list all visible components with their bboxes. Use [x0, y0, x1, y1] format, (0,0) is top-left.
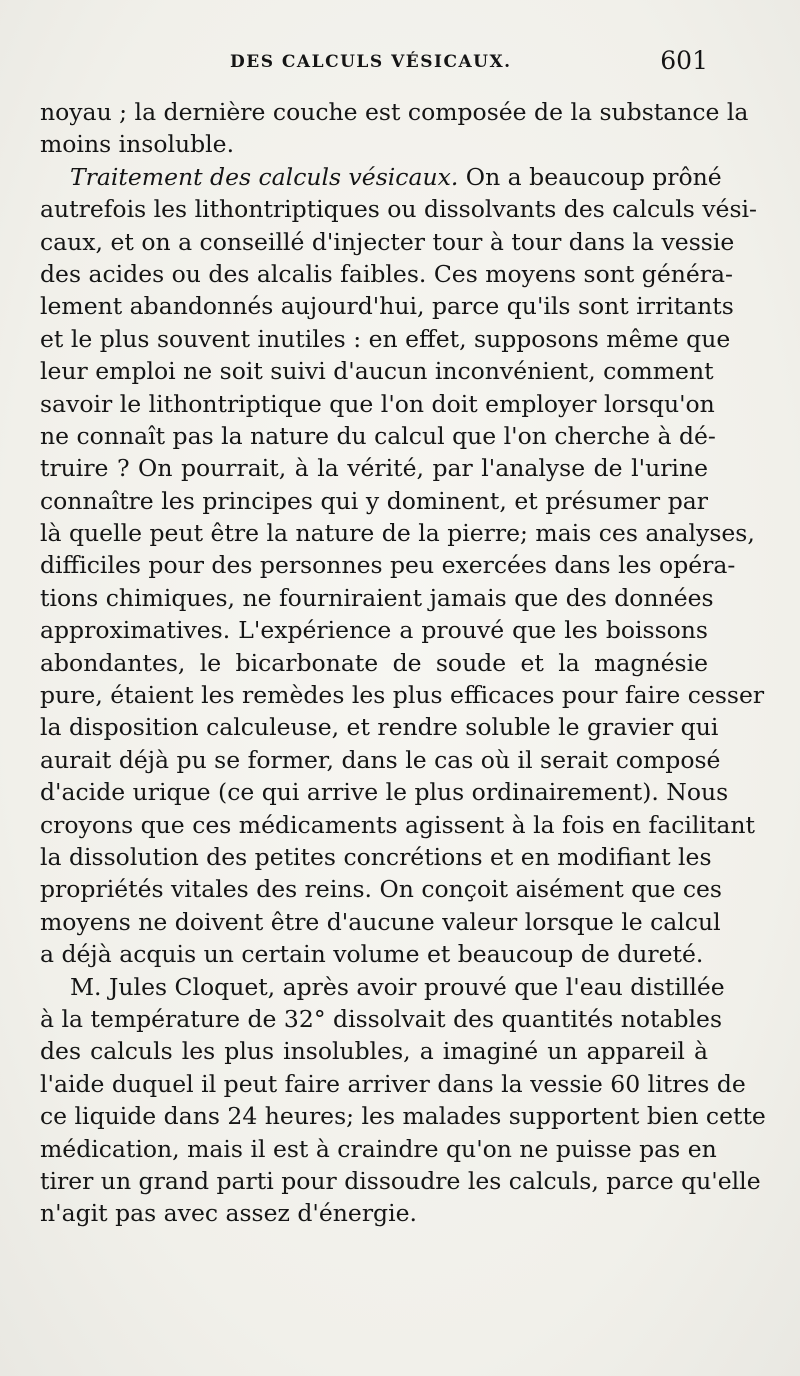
- text-line: des calculs les plus insolubles, a imaginé un appareil à: [40, 1037, 708, 1066]
- text-line: lement abandonnés aujourd'hui, parce qu'ils sont irritants: [40, 292, 734, 321]
- text-line: n'agit pas avec assez d'énergie.: [40, 1199, 417, 1228]
- text-line: connaître les principes qui y dominent, et présumer par: [40, 486, 708, 515]
- text-line: truire ? On pourrait, à la vérité, par l'analyse de l'urine: [40, 454, 708, 483]
- text-line: là quelle peut être la nature de la pierre; mais ces analyses,: [40, 519, 755, 548]
- text-line: tirer un grand parti pour dissoudre les calculs, parce qu'elle: [40, 1166, 761, 1195]
- text-line: caux, et on a conseillé d'injecter tour à tour dans la vessie: [40, 227, 735, 256]
- text-line: moyens ne doivent être d'aucune valeur lorsque le calcul: [40, 907, 721, 936]
- text-line: à la température de 32° dissolvait des quantités notables: [40, 1004, 723, 1033]
- text-line: difficiles pour des personnes peu exercées dans les opéra-: [40, 551, 736, 580]
- text-line: abondantes, le bicarbonate de soude et la magnésie: [40, 648, 708, 677]
- text-line: d'acide urique (ce qui arrive le plus ordinairement). Nous: [40, 778, 729, 807]
- body-text: [40, 96, 766, 1230]
- running-title: DES CALCULS VÉSICAUX.: [230, 52, 512, 72]
- text-line: et le plus souvent inutiles : en effet, supposons même que: [40, 324, 731, 353]
- page-header: [40, 46, 708, 86]
- section-heading-italic: Traitement des calculs vésicaux.: [70, 162, 459, 191]
- page-number: 601: [660, 46, 708, 75]
- text-line: médication, mais il est à craindre qu'on ne puisse pas en: [40, 1134, 717, 1163]
- text-line: a déjà acquis un certain volume et beaucoup de dureté.: [40, 940, 704, 969]
- text-line: l'aide duquel il peut faire arriver dans la vessie 60 litres de: [40, 1069, 746, 1098]
- text-line: propriétés vitales des reins. On conçoit aisément que ces: [40, 875, 722, 904]
- text-line: autrefois les lithontriptiques ou dissolvants des calculs vési-: [40, 195, 757, 224]
- text-line: pure, étaient les remèdes les plus efficaces pour faire cesser: [40, 681, 765, 710]
- text-line: [40, 161, 722, 193]
- text-line: tions chimiques, ne fourniraient jamais que des données: [40, 583, 714, 612]
- text-line: des acides ou des alcalis faibles. Ces moyens sont généra-: [40, 259, 733, 288]
- text-line: ce liquide dans 24 heures; les malades supportent bien cette: [40, 1102, 766, 1131]
- text-line: approximatives. L'expérience a prouvé que les boissons: [40, 616, 708, 645]
- text-line: aurait déjà pu se former, dans le cas où il serait composé: [40, 745, 721, 774]
- text-line: moins insoluble.: [40, 130, 235, 159]
- text-line: croyons que ces médicaments agissent à la fois en facilitant: [40, 810, 755, 839]
- text-line: M. Jules Cloquet, après avoir prouvé que l'eau distillée: [70, 972, 725, 1001]
- text-line-rest: On a beaucoup prôné: [458, 162, 722, 191]
- text-line: la dissolution des petites concrétions et en modifiant les: [40, 842, 712, 871]
- text-line: noyau ; la dernière couche est composée de la substance la: [40, 98, 749, 126]
- text-line: savoir le lithontriptique que l'on doit employer lorsqu'on: [40, 389, 715, 418]
- text-line: ne connaît pas la nature du calcul que l'on cherche à dé-: [40, 421, 716, 450]
- text-line: la disposition calculeuse, et rendre soluble le gravier qui: [40, 713, 719, 742]
- text-line: leur emploi ne soit suivi d'aucun inconvénient, comment: [40, 357, 714, 386]
